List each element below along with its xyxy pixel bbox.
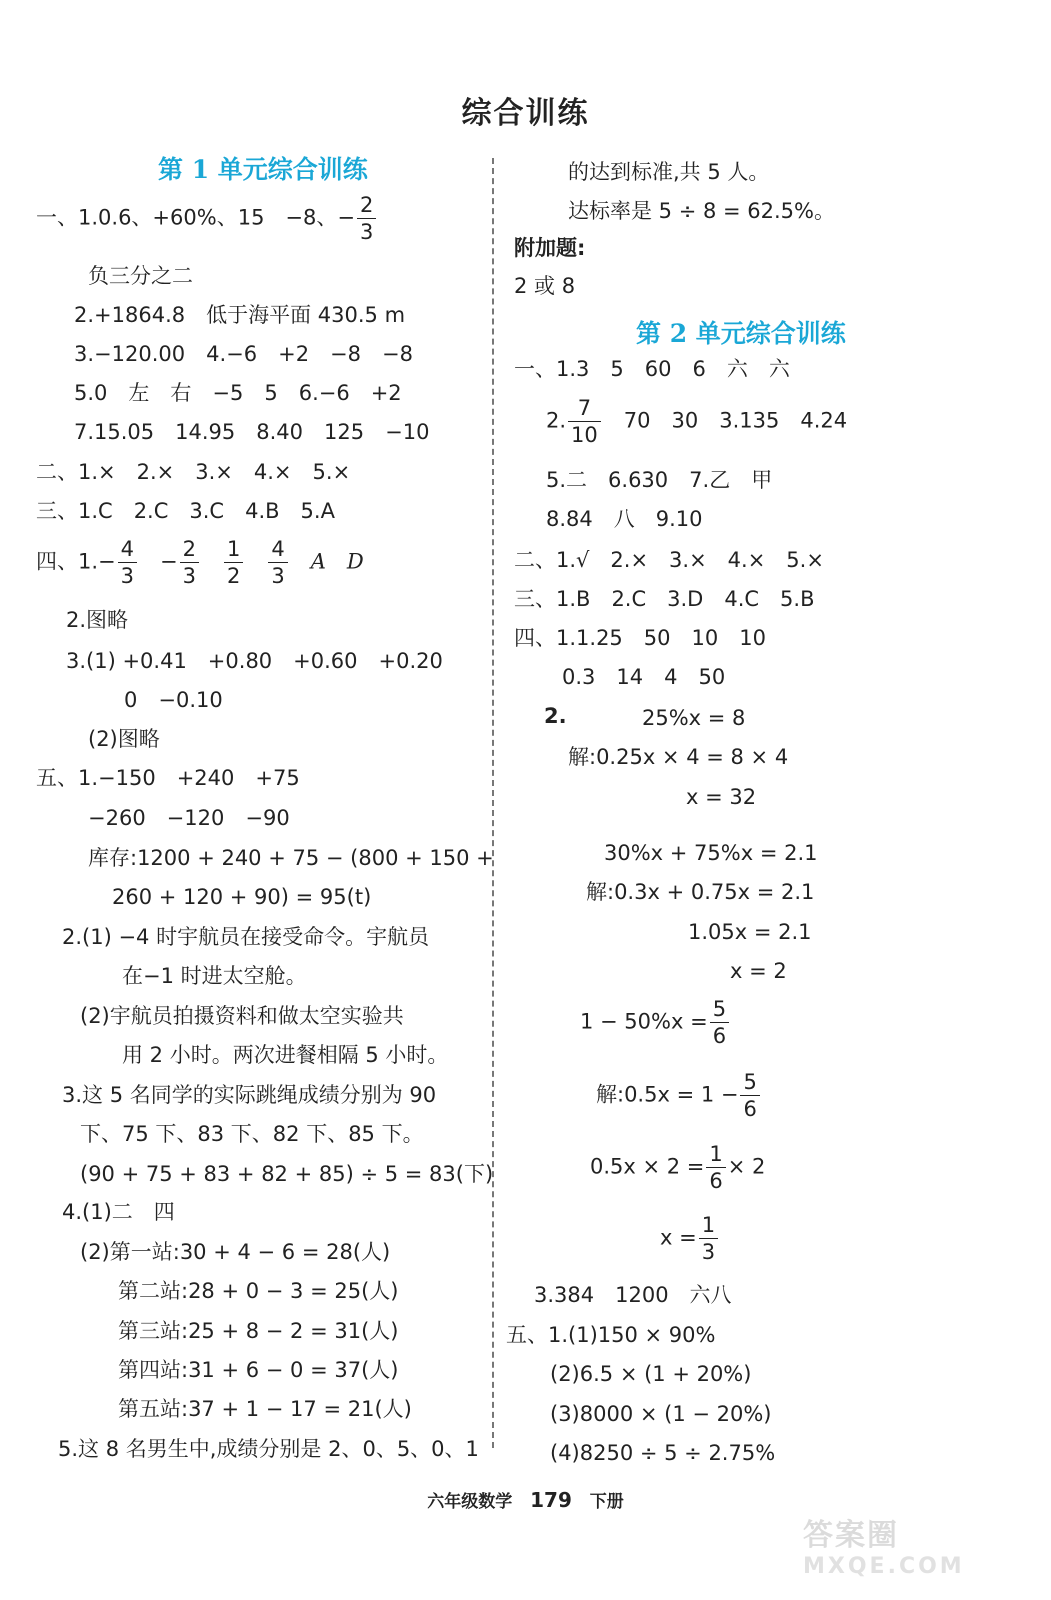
answer-line: 0.3 14 4 50 <box>562 665 726 689</box>
page-footer <box>0 1487 1051 1512</box>
footer-volume: 下册 <box>589 1492 624 1512</box>
fraction: $\frac{2}{3}$ <box>357 192 376 245</box>
answer-line: 2 或 8 <box>514 274 576 298</box>
answer-line: 下、75 下、83 下、82 下、85 下。 <box>80 1122 424 1146</box>
answer-line: (2)图略 <box>88 727 160 751</box>
answer-line: 2.(1) −4 时宇航员在接受命令。宇航员 <box>62 925 430 949</box>
answer-line: 在−1 时进太空舱。 <box>122 964 307 988</box>
answer-line: 的达到标准,共 5 人。 <box>568 160 770 184</box>
answer-line: 5.这 8 名男生中,成绩分别是 2、0、5、0、1 <box>58 1437 479 1461</box>
answer-line: 1.05x = 2.1 <box>688 920 812 944</box>
section-title-unit-1: 第 1 单元综合训练 <box>158 155 368 184</box>
answer-line: 第四站:31 + 6 − 0 = 37(人) <box>118 1358 399 1382</box>
answer-line: 一、1.3 5 60 6 六 六 <box>514 357 790 381</box>
page-title: 综合训练 <box>461 96 590 131</box>
answer-line: 负三分之二 <box>88 264 193 288</box>
answer-line: 4.(1)二 四 <box>62 1200 175 1224</box>
fraction: $\frac{1}{3}$ <box>699 1212 718 1265</box>
answer-line: 260 + 120 + 90) = 95(t) <box>112 885 372 909</box>
answer-line: 3.384 1200 六八 <box>534 1283 732 1307</box>
answer-line: 三、1.B 2.C 3.D 4.C 5.B <box>514 587 815 611</box>
answer-line: 3.(1) +0.41 +0.80 +0.60 +0.20 <box>66 649 443 673</box>
answer-line: x = $\frac{1}{3}$ <box>660 1212 720 1265</box>
answer-line: (90 + 75 + 83 + 82 + 85) ÷ 5 = 83(下) <box>80 1162 494 1186</box>
answer-line: 达标率是 5 ÷ 8 = 62.5%。 <box>568 199 836 223</box>
answer-line: 5.0 左 右 −5 5 6.−6 +2 <box>74 381 402 405</box>
answer-line: (2)6.5 × (1 + 20%) <box>550 1362 752 1386</box>
fraction: $\frac{4}{3}$ <box>268 536 287 589</box>
answer-line: 2.+1864.8 低于海平面 430.5 m <box>74 303 406 327</box>
column-divider <box>492 158 494 1448</box>
fraction: $\frac{1}{2}$ <box>224 536 243 589</box>
answer-line: 解:0.25x × 4 = 8 × 4 <box>568 745 789 769</box>
answer-line: 第二站:28 + 0 − 3 = 25(人) <box>118 1279 399 1303</box>
answer-line: 2. $\frac{7}{10}$ 70 30 3.135 4.24 <box>546 396 848 447</box>
answer-line: 8.84 八 9.10 <box>546 507 703 531</box>
footer-grade: 六年级数学 <box>427 1492 513 1512</box>
watermark-top: 答案圈 <box>803 1518 899 1553</box>
answer-line: (2)宇航员拍摄资料和做太空实验共 <box>80 1004 404 1028</box>
answer-line: x = 2 <box>730 959 787 983</box>
answer-line: 解:0.3x + 0.75x = 2.1 <box>586 880 815 904</box>
answer-line: 附加题: <box>514 236 586 260</box>
answer-line: 第五站:37 + 1 − 17 = 21(人) <box>118 1397 412 1421</box>
answer-line: 2.图略 <box>66 608 129 632</box>
answer-line: 1 − 50%x = $\frac{5}{6}$ <box>580 996 731 1049</box>
answer-line: 3.−120.00 4.−6 +2 −8 −8 <box>74 342 413 366</box>
fraction: $\frac{2}{3}$ <box>180 536 199 589</box>
answer-line: 一、1.0.6、+60%、15 −8、− $\frac{2}{3}$ <box>36 192 378 245</box>
answer-line: 四、1.− $\frac{4}{3}$ − $\frac{2}{3}$ $\frac{1}{2}$ $\frac{4}{3}$ A D <box>36 537 364 588</box>
answer-line: (3)8000 × (1 − 20%) <box>550 1402 772 1426</box>
answer-line: 解:0.5x = 1 − $\frac{5}{6}$ <box>596 1069 762 1122</box>
page-number: 179 <box>530 1488 572 1512</box>
answer-line: 3.这 5 名同学的实际跳绳成绩分别为 90 <box>62 1083 437 1107</box>
answer-line: 五、1.−150 +240 +75 <box>36 766 300 790</box>
answer-line: 五、1.(1)150 × 90% <box>506 1323 716 1347</box>
answer-line: (4)8250 ÷ 5 ÷ 2.75% <box>550 1441 776 1465</box>
fraction: $\frac{1}{6}$ <box>706 1141 725 1194</box>
answer-line: x = 32 <box>686 785 757 809</box>
section-title-unit-2: 第 2 单元综合训练 <box>636 319 846 348</box>
answer-line: 库存:1200 + 240 + 75 − (800 + 150 + <box>88 846 494 870</box>
fraction: $\frac{4}{3}$ <box>118 536 137 589</box>
fraction: $\frac{7}{10}$ <box>568 395 601 448</box>
answer-line: 25%x = 8 <box>642 706 746 730</box>
answer-line: 5.二 6.630 7.乙 甲 <box>546 468 773 492</box>
watermark-logo <box>803 1510 1033 1590</box>
answer-line: 四、1.1.25 50 10 10 <box>514 626 766 650</box>
watermark-bottom: MXQE.COM <box>803 1554 965 1579</box>
answer-line: 三、1.C 2.C 3.C 4.B 5.A <box>36 499 335 523</box>
answer-line: 0 −0.10 <box>124 688 223 712</box>
fraction: $\frac{5}{6}$ <box>710 996 729 1049</box>
answer-line: 2. <box>544 704 567 728</box>
answer-line: (2)第一站:30 + 4 − 6 = 28(人) <box>80 1240 391 1264</box>
answer-line: 二、1.√ 2.× 3.× 4.× 5.× <box>514 548 824 572</box>
answer-line: 二、1.× 2.× 3.× 4.× 5.× <box>36 460 351 484</box>
answer-line: 7.15.05 14.95 8.40 125 −10 <box>74 420 430 444</box>
answer-line: 0.5x × 2 = $\frac{1}{6}$ × 2 <box>590 1142 766 1193</box>
answer-line: 用 2 小时。两次进餐相隔 5 小时。 <box>122 1043 449 1067</box>
answer-line: −260 −120 −90 <box>88 806 290 830</box>
answer-line: 第三站:25 + 8 − 2 = 31(人) <box>118 1319 399 1343</box>
answer-line: 30%x + 75%x = 2.1 <box>604 841 818 865</box>
fraction: $\frac{5}{6}$ <box>740 1069 759 1122</box>
